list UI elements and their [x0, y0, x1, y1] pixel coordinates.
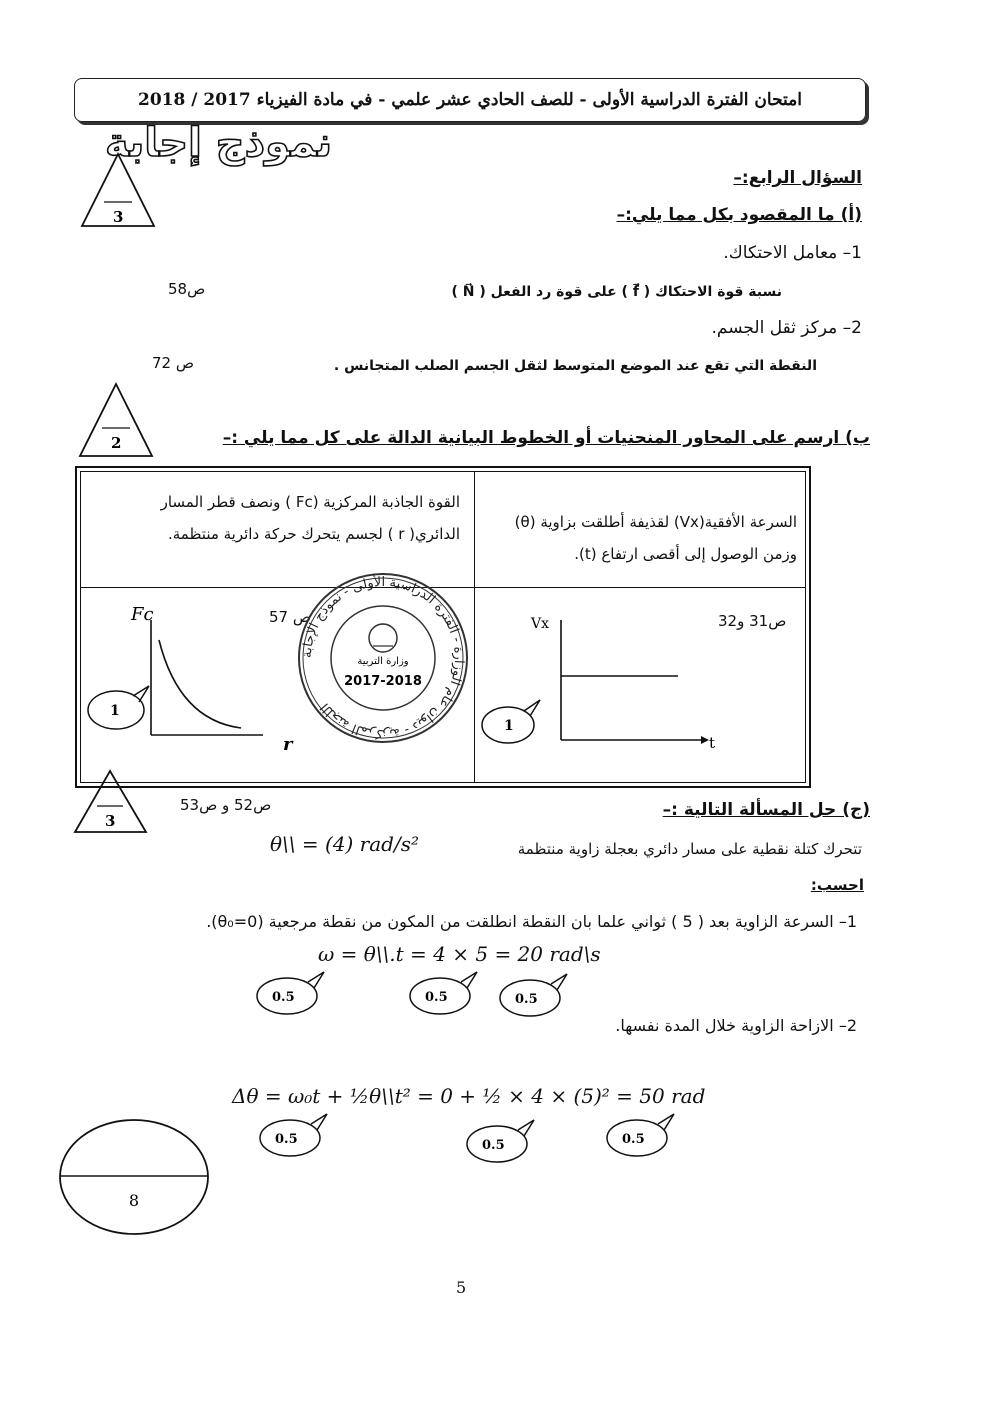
t-axis-label: t: [709, 734, 716, 752]
left-cell-line-2: الدائري( r ) لجسم يتحرك حركة دائرية منتظمة.: [168, 525, 460, 543]
r-axis-label: r: [283, 734, 293, 755]
part-a-heading: (أ) ما المقصود بكل مما يلي:–: [616, 205, 862, 225]
stamp-inner-text: وزارة التربية: [357, 656, 409, 667]
item-2-score-1: 0.5: [275, 1132, 298, 1147]
fc-inverse-curve: [159, 640, 241, 728]
part-a-item-2-definition: النقطة التي تقع عند الموضع المتوسط لثقل الجسم الصلب المتجانس .: [333, 358, 817, 374]
left-cell-line-1: القوة الجاذبة المركزية (Fc ) ونصف قطر المسار: [160, 493, 460, 511]
question-heading: السؤال الرابع:–: [733, 168, 862, 188]
graphs-table-inner: [80, 471, 806, 783]
total-score-circle: [56, 1116, 212, 1238]
exam-title: امتحان الفترة الدراسية الأولى - للصف الحادي عشر علمي - في مادة الفيزياء 2017 / 2018: [138, 90, 803, 110]
vx-time-graph: [476, 590, 806, 780]
right-cell-page-ref: ص31 و32: [718, 612, 787, 630]
right-cell-line-1: السرعة الأفقية(Vx) لقذيفة أطلقت بزاوية (θ): [514, 513, 797, 531]
part-a-item-1-page-ref: ص58: [168, 280, 206, 298]
graphs-table: [75, 466, 811, 788]
part-a-item-2-label: 2– مركز ثقل الجسم.: [711, 318, 862, 338]
model-answer-title: نموذج إجابة: [105, 120, 333, 166]
item-2-score-bubbles: [255, 1112, 685, 1172]
left-score-value: 1: [110, 703, 120, 719]
right-score-value: 1: [504, 718, 514, 734]
official-stamp: [293, 568, 473, 748]
stamp-year: 2017-2018: [344, 674, 422, 689]
part-b-heading: ب) ارسم على المحاور المنحنيات أو الخطوط البيانية الدالة على كل مما يلي :–: [222, 428, 870, 448]
item-2-score-3: 0.5: [622, 1132, 645, 1147]
left-cell-page-ref: ص 57: [269, 608, 311, 626]
part-c-statement: تتحرك كتلة نقطية على مسار دائري بعجلة زاوية منتظمة: [517, 840, 862, 858]
part-a-item-2-page-ref: ص 72: [152, 354, 194, 372]
left-cell-description: [130, 486, 460, 550]
t-axis-arrow: [701, 736, 709, 744]
total-score-value: 8: [128, 1191, 140, 1210]
angular-acceleration-eq: θ\\ = (4) rad/s²: [270, 832, 419, 856]
part-c-item-1-equation: ω = θ\\.t = 4 × 5 = 20 rad\s: [318, 942, 601, 966]
page-number: 5: [456, 1278, 467, 1297]
item-1-score-1: 0.5: [272, 990, 295, 1005]
right-cell-description: [477, 506, 797, 570]
right-cell-line-2: وزمن الوصول إلى أقصى ارتفاع (t).: [574, 545, 797, 563]
exam-header: [74, 78, 866, 122]
part-c-item-1-label: 1– السرعة الزاوية بعد ( 5 ) ثواني علما بان النقطة انطلقت من المكون من نقطة مرجعية (θ₀=0).: [206, 912, 857, 931]
grade-triangle-b: [76, 380, 156, 460]
part-c-item-2-label: 2– الازاحة الزاوية خلال المدة نفسها.: [615, 1016, 857, 1035]
grade-b-value: 2: [111, 434, 122, 452]
vx-axis-label: Vx: [531, 616, 550, 632]
part-c-item-2-equation: Δθ = ω₀t + ½θ\\t² = 0 + ½ × 4 × (5)² = 50 rad: [232, 1084, 706, 1108]
grade-triangle-a: [78, 150, 158, 230]
grade-a-value: 3: [113, 208, 124, 226]
part-a-item-1-definition: نسبة قوة الاحتكاك ( f⃗ ) على قوة رد الفعل ( N⃗ ): [451, 284, 782, 300]
part-a-item-1-label: 1– معامل الاحتكاك.: [723, 243, 862, 263]
calc-label: احسب:: [810, 876, 864, 894]
item-1-score-2: 0.5: [425, 990, 448, 1005]
part-c-page-ref: ص52 و ص53: [180, 796, 272, 814]
table-vertical-divider: [474, 472, 475, 782]
item-1-score-bubbles: [252, 968, 582, 1028]
grade-c-value: 3: [105, 812, 116, 830]
item-2-score-2: 0.5: [482, 1138, 505, 1153]
item-1-score-3: 0.5: [515, 992, 538, 1007]
grade-triangle-c: [72, 768, 152, 838]
stamp-outer-text: اللجنة المركزية - ديوان عام الوزارة - الفترة الدراسية الأولى - نموذج الإجابة: [299, 574, 467, 742]
part-c-heading: (ج) حل المسألة التالية :–: [662, 800, 870, 820]
fc-axis-label: Fc: [131, 604, 154, 625]
